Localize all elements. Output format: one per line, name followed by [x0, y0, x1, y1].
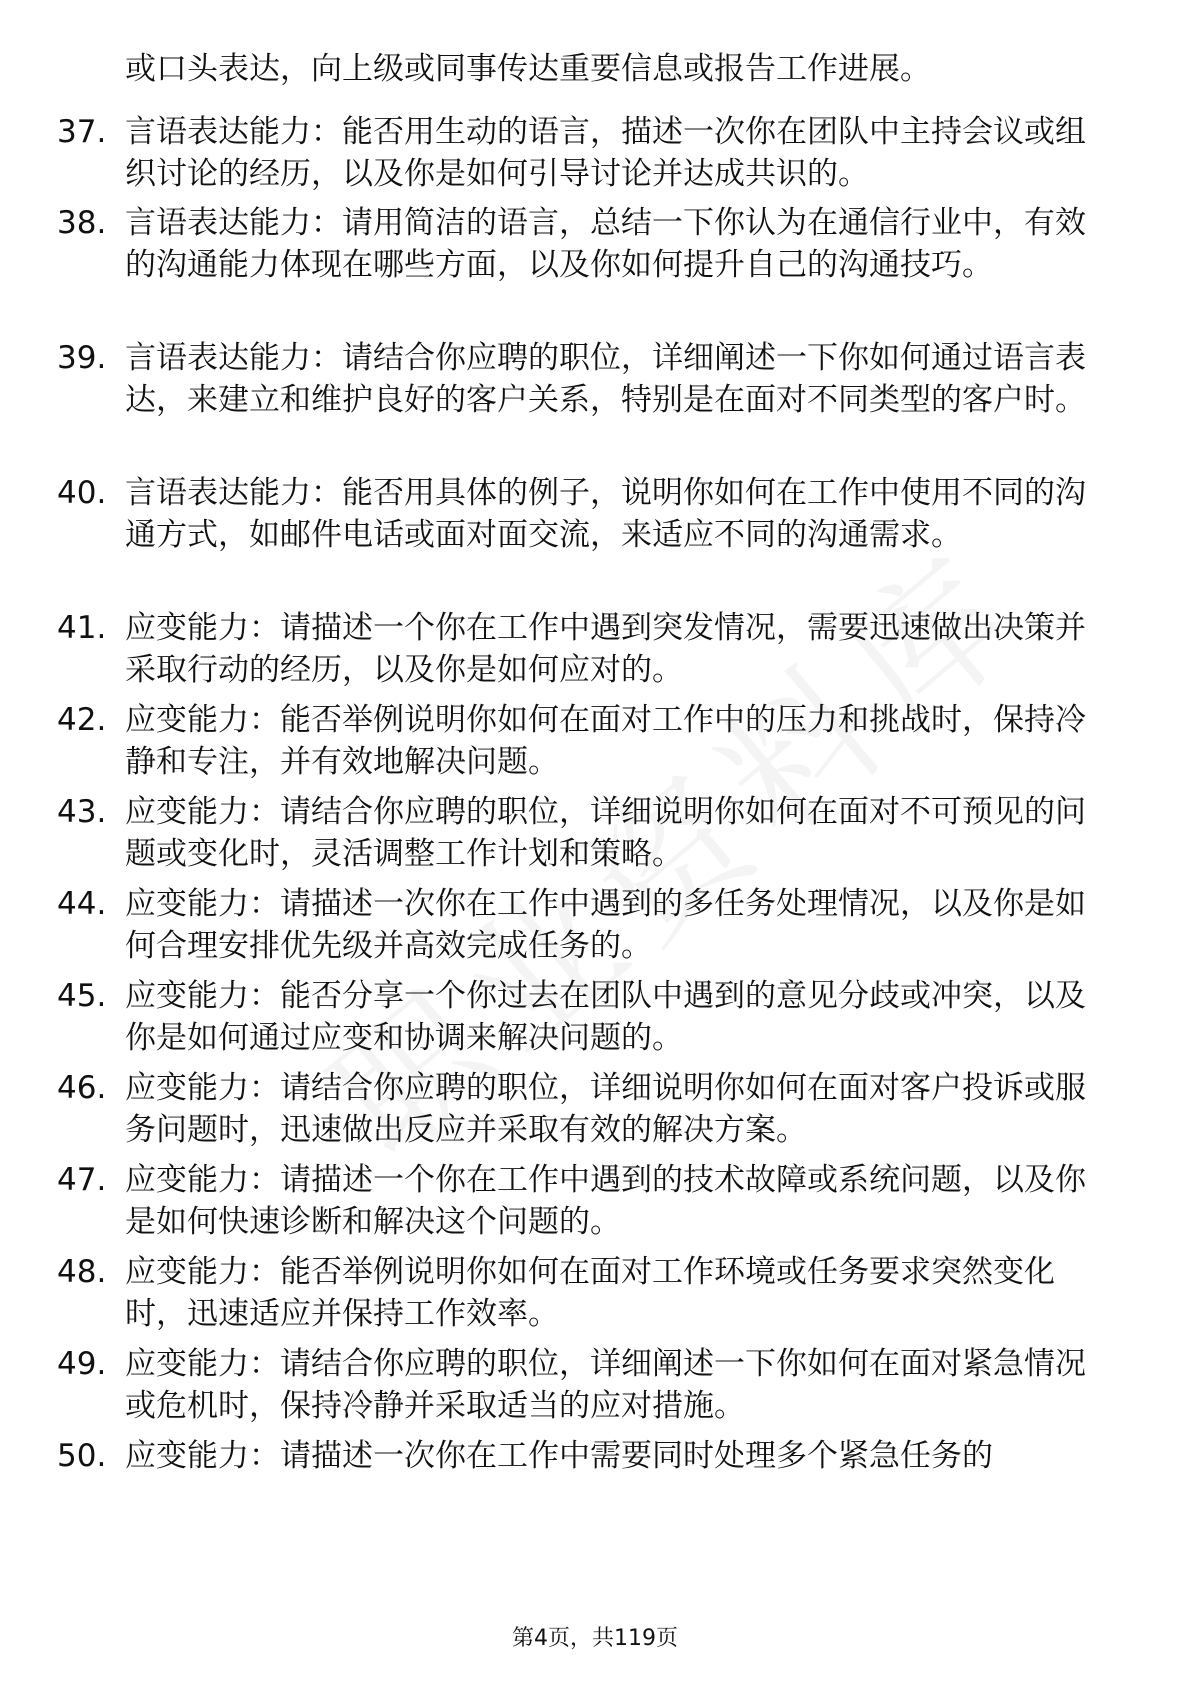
item-number: 47.	[57, 1162, 107, 1198]
item-number: 49.	[57, 1346, 107, 1382]
continuation-text: 或口头表达，向上级或同事传达重要信息或报告工作进展。	[125, 51, 931, 87]
item-number: 50.	[57, 1438, 107, 1474]
item-number: 42.	[57, 702, 107, 738]
item-number: 41.	[57, 610, 107, 646]
item-text: 言语表达能力：能否用生动的语言，描述一次你在团队中主持会议或组织讨论的经历，以及你是如何引导讨论并达成共识的。	[125, 114, 1086, 192]
item-text: 应变能力：请结合你应聘的职位，详细说明你如何在面对客户投诉或服务问题时，迅速做出反应并采取有效的解决方案。	[125, 1070, 1086, 1148]
item-text: 言语表达能力：请结合你应聘的职位，详细阐述一下你如何通过语言表达，来建立和维护良好的客户关系，特别是在面对不同类型的客户时。	[125, 340, 1086, 418]
item-number: 37.	[57, 114, 107, 150]
item-number: 40.	[57, 475, 107, 511]
item-text: 应变能力：请描述一次你在工作中需要同时处理多个紧急任务的	[125, 1438, 993, 1474]
item-text: 应变能力：请结合你应聘的职位，详细说明你如何在面对不可预见的问题或变化时，灵活调整工作计划和策略。	[125, 794, 1086, 872]
item-text: 应变能力：请描述一个你在工作中遇到突发情况，需要迅速做出决策并采取行动的经历，以及你是如何应对的。	[125, 610, 1086, 688]
item-text: 应变能力：请结合你应聘的职位，详细阐述一下你如何在面对紧急情况或危机时，保持冷静并采取适当的应对措施。	[125, 1346, 1086, 1424]
item-number: 39.	[57, 340, 107, 376]
item-text: 应变能力：能否举例说明你如何在面对工作中的压力和挑战时，保持冷静和专注，并有效地解决问题。	[125, 702, 1086, 780]
page-footer: 第4页，共119页	[512, 1626, 678, 1651]
item-number: 43.	[57, 794, 107, 830]
item-text: 应变能力：请描述一个你在工作中遇到的技术故障或系统问题，以及你是如何快速诊断和解决这个问题的。	[125, 1162, 1086, 1240]
item-text: 应变能力：能否举例说明你如何在面对工作环境或任务要求突然变化时，迅速适应并保持工作效率。	[125, 1254, 1055, 1332]
item-text: 言语表达能力：能否用具体的例子，说明你如何在工作中使用不同的沟通方式，如邮件电话或面对面交流，来适应不同的沟通需求。	[125, 475, 1086, 553]
item-number: 48.	[57, 1254, 107, 1290]
item-text: 应变能力：请描述一次你在工作中遇到的多任务处理情况，以及你是如何合理安排优先级并高效完成任务的。	[125, 886, 1086, 964]
item-number: 45.	[57, 978, 107, 1014]
item-number: 38.	[57, 205, 107, 241]
item-text: 言语表达能力：请用简洁的语言，总结一下你认为在通信行业中，有效的沟通能力体现在哪些方面，以及你如何提升自己的沟通技巧。	[125, 205, 1086, 283]
item-number: 46.	[57, 1070, 107, 1106]
item-number: 44.	[57, 886, 107, 922]
item-text: 应变能力：能否分享一个你过去在团队中遇到的意见分歧或冲突，以及你是如何通过应变和协调来解决问题的。	[125, 978, 1086, 1056]
